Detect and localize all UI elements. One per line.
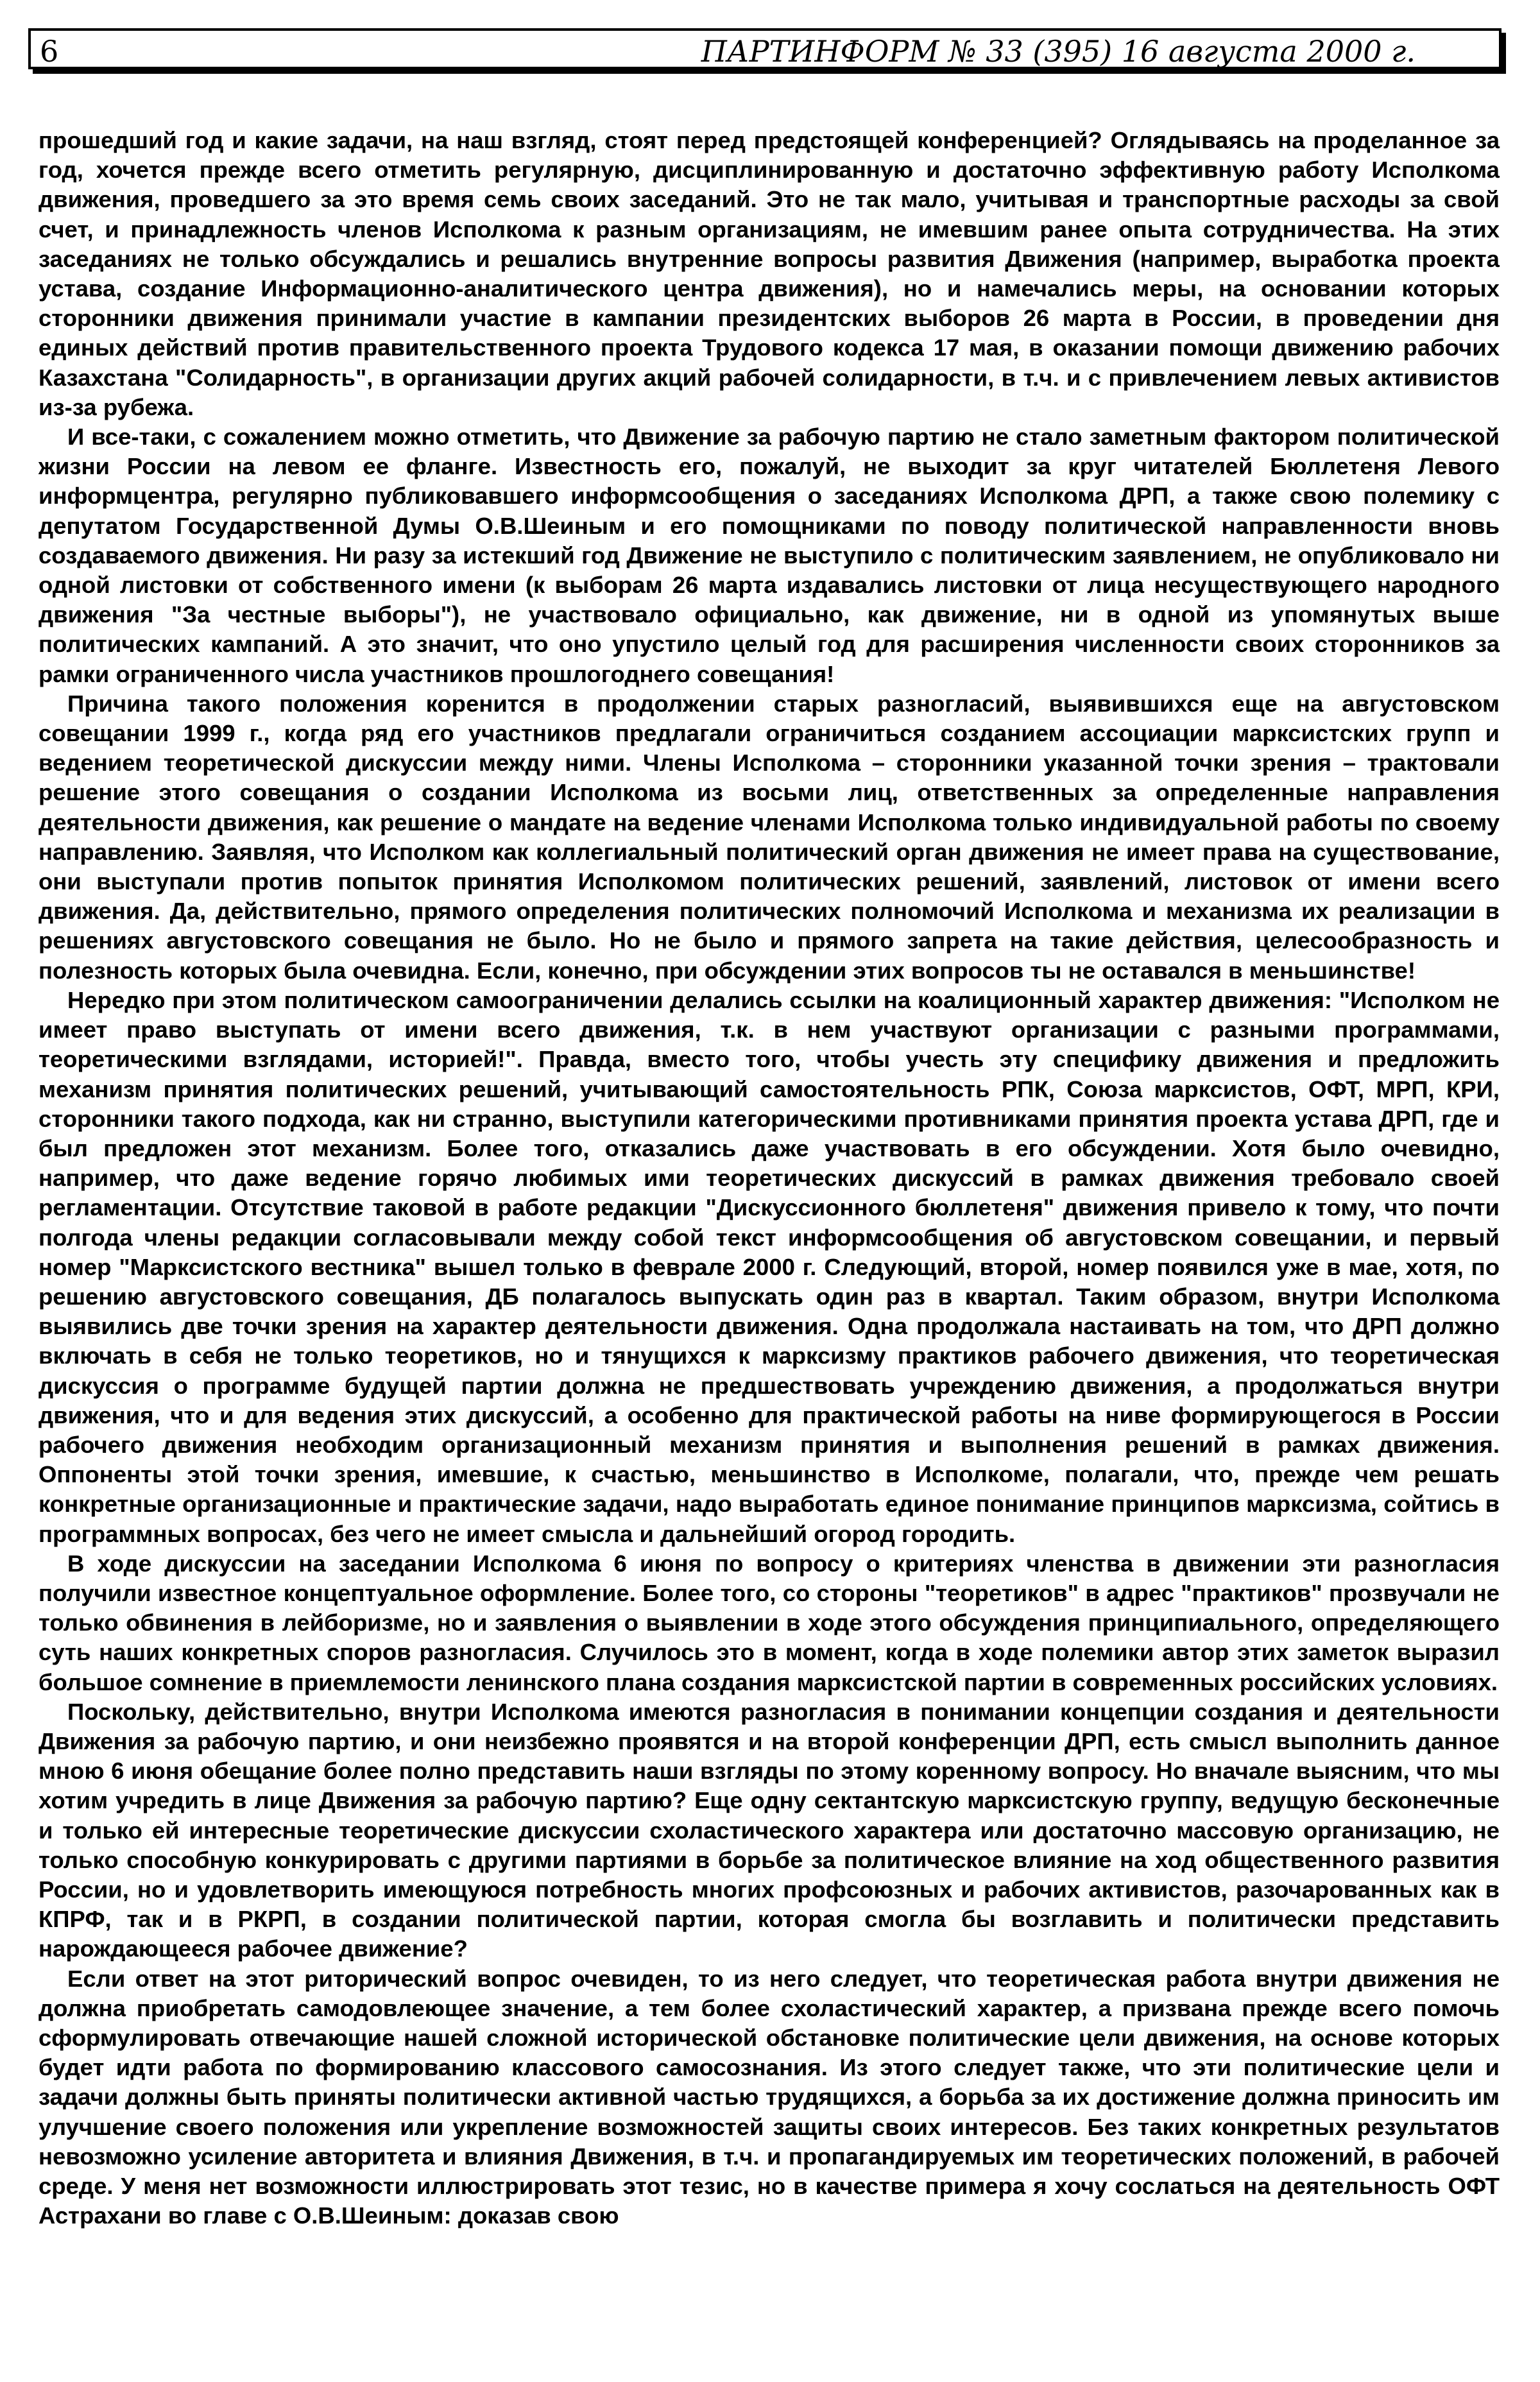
paragraph: Если ответ на этот риторический вопрос очевиден, то из него следует, что теоретическая работа внутри движения не должна приобретать самодовлеющее значение, а тем более схоластический характер, а призвана прежде всего помочь сформулировать отвечающие нашей сложной исторической обстановке политические цели движения, на основе которых будет идти работа по формированию классового самосознания. Из этого следует также, что эти политические цели и задачи должны быть приняты политически активной частью трудящихся, а борьба за их достижение должна приносить им улучшение своего положения или укрепление возможностей защиты своих интересов. Без таких конкретных результатов невозможно усиление авторитета и влияния Движения, в т.ч. и пропагандируемых им теоретических положений, в рабочей среде. У меня нет возможности иллюстрировать этот тезис, но в качестве примера я хочу сослаться на деятельность ОФТ Астрахани во главе с О.В.Шеиным: доказав свою xyxy=(38,1965,1500,2229)
issue-title: ПАРТИНФОРМ № 33 (395) 16 августа 2000 г. xyxy=(701,34,1416,69)
page-header xyxy=(28,28,1502,69)
paragraph: Причина такого положения коренится в продолжении старых разногласий, выявившихся еще на августовском совещании 1999 г., когда ряд его участников предлагали ограничиться созданием ассоциации марксистских групп и ведением теоретической дискуссии между ними. Члены Исполкома – сторонники указанной точки зрения – трактовали решение этого совещания о создании Исполкома из восьми лиц, ответственных за определенные направления деятельности движения, как решение о мандате на ведение членами Исполкома только индивидуальной работы по своему направлению. Заявляя, что Исполком как коллегиальный политический орган движения не имеет права на существование, они выступали против попыток принятия Исполкомом политических решений, заявлений, листовок от имени всего движения. Да, действительно, прямого определения политических полномочий Исполкома и механизма их реализации в решениях августовского совещания не было. Но не было и прямого запрета на такие действия, целесообразность и полезность которых была очевидна. Если, конечно, при обсуждении этих вопросов ты не оставался в меньшинстве! xyxy=(38,690,1500,984)
paragraph: И все-таки, с сожалением можно отметить, что Движение за рабочую партию не стало заметным фактором политической жизни России на левом ее фланге. Известность его, пожалуй, не выходит за круг читателей Бюллетеня Левого информцентра, регулярно публиковавшего информсообщения о заседаниях Исполкома ДРП, а также свою полемику с депутатом Государственной Думы О.В.Шеиным и его помощниками по поводу политической направленности вновь создаваемого движения. Ни разу за истекший год Движение не выступило с политическим заявлением, не опубликовало ни одной листовки от собственного имени (к выборам 26 марта издавались листовки от лица несуществующего народного движения "За честные выборы"), не участвовало официально, как движение, ни в одной из упомянутых выше политических кампаний. А это значит, что оно упустило целый год для расширения численности своих сторонников за рамки ограниченного числа участников прошлогоднего совещания! xyxy=(38,424,1500,687)
page-number: 6 xyxy=(40,34,59,69)
paragraph: Поскольку, действительно, внутри Исполкома имеются разногласия в понимании концепции создания и деятельности Движения за рабочую партию, и они неизбежно проявятся и на второй конференции ДРП, есть смысл выполнить данное мною 6 июня обещание более полно представить наши взгляды по этому коренному вопросу. Но вначале выясним, что мы хотим учредить в лице Движения за рабочую партию? Еще одну сектантскую марксистскую группу, ведущую бесконечные и только ей интересные теоретические дискуссии схоластического характера или достаточно массовую организацию, не только способную конкурировать с другими партиями в борьбе за политическое влияние на ход общественного развития России, но и удовлетворить имеющуюся потребность многих профсоюзных и рабочих активистов, разочарованных как в КПРФ, так и в РКРП, в создании политической партии, которая смогла бы возглавить и политически представить нарождающееся рабочее движение? xyxy=(38,1698,1500,1962)
article-body xyxy=(38,126,1500,2231)
paragraph: Нередко при этом политическом самоограничении делались ссылки на коалиционный характер движения: "Исполком не имеет право выступать от имени всего движения, т.к. в нем участвуют организации с разными программами, теоретическими взглядами, историей!". Правда, вместо того, чтобы учесть эту специфику движения и предложить механизм принятия политических решений, учитывающий самостоятельность РПК, Союза марксистов, ОФТ, МРП, КРИ, сторонники такого подхода, как ни странно, выступили категорическими противниками принятия проекта устава ДРП, где и был предложен этот механизм. Более того, отказались даже участвовать в его обсуждении. Хотя было очевидно, например, что даже ведение горячо любимых ими теоретических дискуссий в рамках движения требовало своей регламентации. Отсутствие таковой в работе редакции "Дискуссионного бюллетеня" движения привело к тому, что почти полгода члены редакции согласовывали между собой текст информсообщения об августовском совещании, и первый номер "Марксистского вестника" вышел только в феврале 2000 г. Следующий, второй, номер появился уже в мае, хотя, по решению августовского совещания, ДБ полагалось выпускать один раз в квартал. Таким образом, внутри Исполкома выявились две точки зрения на характер деятельности движения. Одна продолжала настаивать на том, что ДРП должно включать в себя не только теоретиков, но и тянущихся к марксизму практиков рабочего движения, что теоретическая дискуссия о программе будущей партии должна не предшествовать учреждению движения, а продолжаться внутри движения, что и для ведения этих дискуссий, а особенно для практической работы на ниве формирующегося в России рабочего движения необходим организационный механизм принятия и выполнения решений в рамках движения. Оппоненты этой точки зрения, имевшие, к счастью, меньшинство в Исполкоме, полагали, что, прежде чем решать конкретные организационные и практические задачи, надо выработать единое понимание принципов марксизма, сойтись в программных вопросах, без чего не имеет смысла и дальнейший огород городить. xyxy=(38,986,1500,1547)
paragraph: В ходе дискуссии на заседании Исполкома 6 июня по вопросу о критериях членства в движении эти разногласия получили известное концептуальное оформление. Более того, со стороны "теоретиков" в адрес "практиков" прозвучали не только обвинения в лейборизме, но и заявления о выявлении в ходе этого обсуждения принципиального, определяющего суть наших конкретных споров разногласия. Случилось это в момент, когда в ходе полемики автор этих заметок выразил большое сомнение в приемлемости ленинского плана создания марксистской партии в современных российских условиях. xyxy=(38,1550,1500,1695)
paragraph: прошедший год и какие задачи, на наш взгляд, стоят перед предстоящей конференцией? Оглядываясь на проделанное за год, хочется прежде всего отметить регулярную, дисциплинированную и достаточно эффективную работу Исполкома движения, проведшего за это время семь своих заседаний. Это не так мало, учитывая и транспортные расходы за свой счет, и принадлежность членов Исполкома к разным организациям, не имевшим ранее опыта сотрудничества. На этих заседаниях не только обсуждались и решались внутренние вопросы развития Движения (например, выработка проекта устава, создание Информационно-аналитического центра движения), но и намечались меры, на основании которых сторонники движения принимали участие в кампании президентских выборов 26 марта в России, в проведении дня единых действий против правительственного проекта Трудового кодекса 17 мая, в оказании помощи движению рабочих Казахстана "Солидарность", в организации других акций рабочей солидарности, в т.ч. и с привлечением левых активистов из-за рубежа. xyxy=(38,127,1500,420)
